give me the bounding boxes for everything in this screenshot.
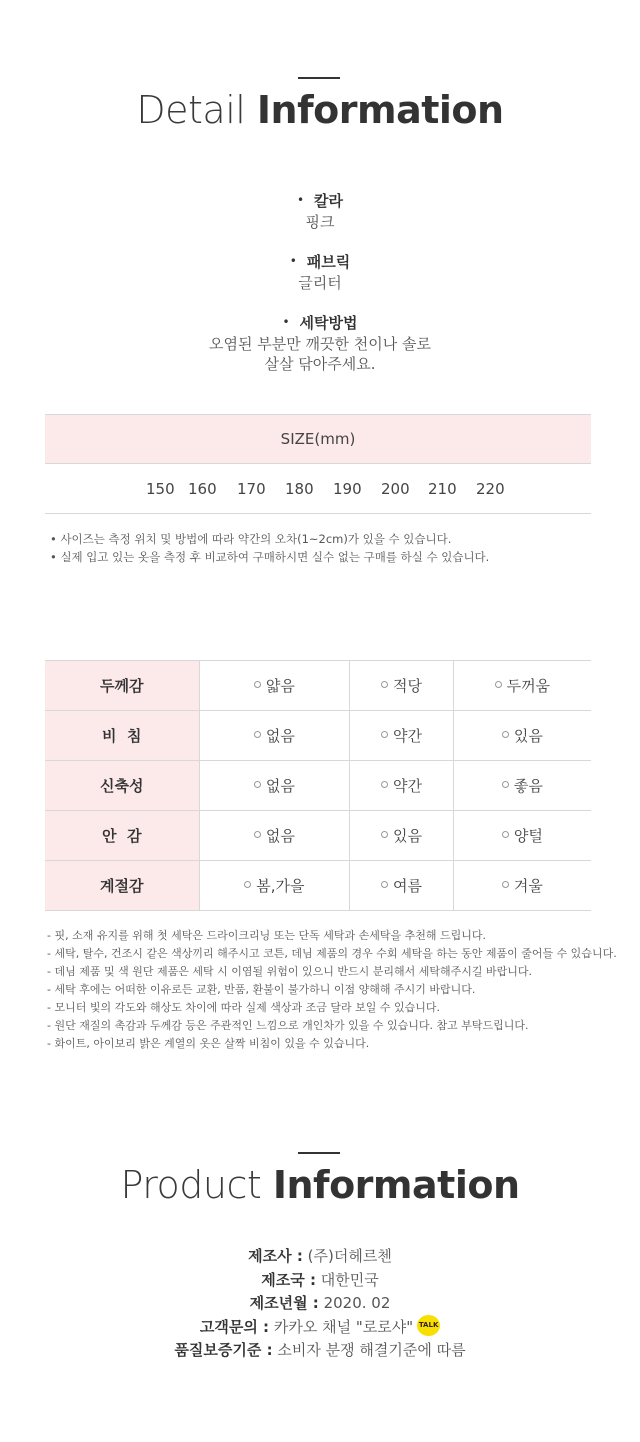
- properties-table: [45, 660, 591, 911]
- bullet-icon: •: [296, 193, 305, 207]
- product-info-date: 제조년월 : 2020. 02: [249, 1294, 391, 1312]
- detail-label: 패브릭: [306, 253, 351, 271]
- radio-icon: [381, 831, 388, 838]
- care-note: - 세탁, 탈수, 건조시 같은 색상끼리 해주시고 코튼, 데님 제품의 경우 수회 세탁을 하는 동안 제품이 줄어들 수 있습니다.: [47, 947, 617, 960]
- radio-icon: [381, 731, 388, 738]
- property-option[interactable]: 두꺼움: [453, 661, 591, 711]
- product-info-manufacturer: 제조사 : (주)더헤르첸: [248, 1247, 392, 1265]
- radio-icon: [502, 881, 509, 888]
- detail-value: 오염된 부분만 깨끗한 천이나 솔로 살살 닦아주세요.: [209, 335, 431, 373]
- product-info-country: 제조국 : 대한민국: [261, 1270, 379, 1289]
- detail-title-rule: [298, 77, 340, 79]
- property-option[interactable]: 좋음: [453, 761, 591, 811]
- radio-icon: [254, 681, 261, 688]
- detail-value: 핑크: [305, 213, 335, 231]
- radio-icon: [254, 781, 261, 788]
- product-info-contact: 고객문의 : 카카오 채널 "로로샤" TALK: [0, 1316, 640, 1340]
- radio-icon: [254, 731, 261, 738]
- property-label: 두께감: [45, 661, 199, 711]
- product-title-light: Product: [120, 1163, 273, 1207]
- table-row: [45, 711, 591, 761]
- property-option[interactable]: 겨울: [453, 861, 591, 911]
- size-values-row: [45, 464, 591, 514]
- product-info-list: [0, 1245, 640, 1363]
- size-value: 150: [146, 480, 175, 498]
- detail-section-title: [0, 88, 640, 132]
- product-section-title: [0, 1163, 640, 1207]
- detail-value: 글리터: [298, 274, 342, 292]
- size-value: 190: [333, 480, 362, 498]
- table-row: [45, 861, 591, 911]
- bullet-icon: •: [289, 254, 297, 268]
- size-note: • 사이즈는 측정 위치 및 방법에 따라 약간의 오차(1~2cm)가 있을 수 있습니다.: [50, 532, 452, 546]
- size-table: [45, 414, 591, 514]
- property-option[interactable]: 양털: [453, 811, 591, 861]
- care-note: - 화이트, 아이보리 밝은 계열의 옷은 살짝 비침이 있을 수 있습니다.: [47, 1037, 370, 1050]
- radio-icon: [381, 781, 388, 788]
- detail-title-light: Detail: [136, 88, 257, 132]
- size-value: 180: [285, 480, 314, 498]
- property-label: 신축성: [45, 761, 199, 811]
- radio-icon: [254, 831, 261, 838]
- radio-icon: [381, 881, 388, 888]
- property-option[interactable]: 적당: [350, 661, 453, 711]
- product-info-warranty: 품질보증기준 : 소비자 분쟁 해결기준에 따름: [174, 1341, 466, 1359]
- detail-list: [0, 191, 640, 394]
- size-value: 210: [428, 480, 457, 498]
- property-option[interactable]: 얇음: [199, 661, 350, 711]
- property-label: 비 침: [45, 711, 199, 761]
- property-option[interactable]: 약간: [350, 711, 453, 761]
- property-option[interactable]: 봄,가을: [199, 861, 350, 911]
- size-notes: [50, 530, 489, 566]
- radio-icon: [502, 731, 509, 738]
- table-row: [45, 761, 591, 811]
- radio-icon: [502, 831, 509, 838]
- size-header: SIZE(mm): [45, 414, 591, 464]
- detail-label: 칼라: [314, 192, 344, 210]
- product-title-rule: [298, 1152, 340, 1154]
- table-row: [45, 811, 591, 861]
- care-note: - 원단 재질의 촉감과 두께감 등은 주관적인 느낌으로 개인차가 있을 수 있습니다. 참고 부탁드립니다.: [47, 1019, 529, 1032]
- property-option[interactable]: 없음: [199, 811, 350, 861]
- detail-title-bold: Information: [256, 88, 504, 132]
- radio-icon: [244, 881, 251, 888]
- detail-label: 세탁방법: [299, 314, 358, 332]
- care-note: - 모니터 빛의 각도와 해상도 차이에 따라 실제 색상과 조금 달라 보일 수 있습니다.: [47, 1001, 440, 1014]
- size-value: 170: [237, 480, 266, 498]
- table-row: [45, 661, 591, 711]
- size-value: 160: [188, 480, 217, 498]
- detail-item-fabric: [0, 252, 640, 293]
- property-option[interactable]: 약간: [350, 761, 453, 811]
- detail-item-washing: [0, 313, 640, 374]
- property-label: 안 감: [45, 811, 199, 861]
- care-note: - 핏, 소재 유지를 위해 첫 세탁은 드라이크리닝 또는 단독 세탁과 손세탁을 추천해 드립니다.: [47, 929, 486, 942]
- size-value: 200: [381, 480, 410, 498]
- detail-item-color: [0, 191, 640, 232]
- size-value: 220: [476, 480, 505, 498]
- property-option[interactable]: 없음: [199, 761, 350, 811]
- property-option[interactable]: 있음: [453, 711, 591, 761]
- property-option[interactable]: 여름: [350, 861, 453, 911]
- care-note: - 데님 제품 및 색 원단 제품은 세탁 시 이염될 위험이 있으니 반드시 분리해서 세탁해주시길 바랍니다.: [47, 965, 532, 978]
- product-title-bold: Information: [272, 1163, 520, 1207]
- care-note: - 세탁 후에는 어떠한 이유로든 교환, 반품, 환불이 불가하니 이점 양해해 주시기 바랍니다.: [47, 983, 476, 996]
- radio-icon: [495, 681, 502, 688]
- property-option[interactable]: 있음: [350, 811, 453, 861]
- size-note: • 실제 입고 있는 옷을 측정 후 비교하여 구매하시면 실수 없는 구매를 하실 수 있습니다.: [50, 550, 490, 564]
- radio-icon: [381, 681, 388, 688]
- kakao-talk-icon[interactable]: TALK: [417, 1315, 440, 1336]
- bullet-icon: •: [282, 315, 290, 329]
- property-label: 계절감: [45, 861, 199, 911]
- radio-icon: [502, 781, 509, 788]
- property-option[interactable]: 없음: [199, 711, 350, 761]
- care-notes: [47, 927, 617, 1053]
